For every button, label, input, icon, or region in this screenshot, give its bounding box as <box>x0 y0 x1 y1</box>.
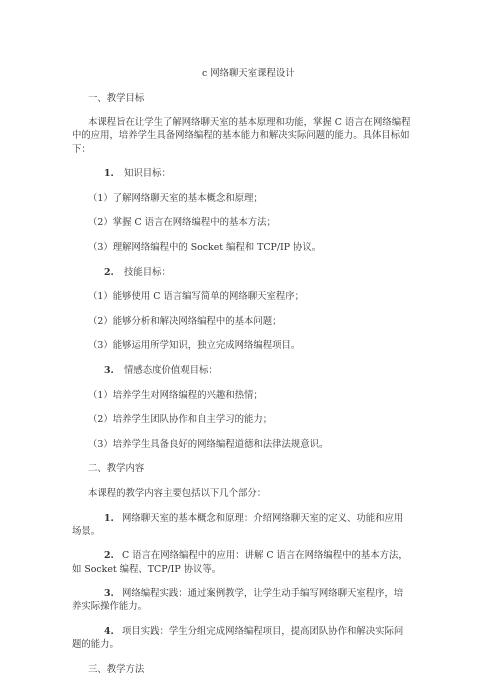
item-label: 情感态度价值观目标： <box>124 365 218 376</box>
subheading-attitude <box>104 365 218 377</box>
content-item-text: 项目实践：学生分组完成网络编程项目，提高团队协作和解决实际问 <box>122 626 404 637</box>
list-item: （2）掌握 C 语言在网络编程中的基本方法； <box>88 217 276 229</box>
item-number: 2. <box>104 550 114 562</box>
content-item-continuation: 题的能力。 <box>72 639 119 651</box>
content-item-continuation: 场景。 <box>72 525 101 537</box>
content-item <box>104 513 403 525</box>
list-item: （1）能够使用 C 语言编写简单的网络聊天室程序； <box>88 291 304 303</box>
subheading-knowledge <box>104 168 171 180</box>
item-text: 网络聊天室的基本概念和原理：介绍网络聊天室的定义、功能和应用 <box>122 512 404 524</box>
paragraph-line: 中的应用，培养学生具备网络编程的基本能力和解决实际问题的能力。具体目标如 <box>72 130 410 142</box>
list-item: （1）了解网络聊天室的基本概念和原理； <box>88 192 263 204</box>
item-number: 3. <box>104 365 114 376</box>
item-text: 网络编程实践：通过案例教学，让学生动手编写网络聊天室程序，培 <box>122 588 404 600</box>
item-number: 2. <box>104 266 114 278</box>
paragraph-line: 本课程旨在让学生了解网络聊天室的基本原理和功能，掌握 C 语言在网络编程 <box>88 117 411 129</box>
item-number: 1. <box>104 168 114 180</box>
content-item-number: 4. <box>104 626 114 637</box>
paragraph-line: 本课程的教学内容主要包括以下几个部分： <box>88 488 267 499</box>
list-item: （3）能够运用所学知识，独立完成网络编程项目。 <box>88 340 301 352</box>
content-item-continuation: 如 Socket 编程、TCP/IP 协议等。 <box>72 563 222 575</box>
content-item <box>104 588 403 600</box>
subheading-skills <box>104 267 171 279</box>
content-item <box>104 626 403 638</box>
item-label: 技能目标： <box>124 266 171 278</box>
content-item-continuation: 养实际操作能力。 <box>72 601 148 613</box>
list-item: （3）培养学生具备良好的网络编程道德和法律法规意识。 <box>88 438 329 450</box>
document-title: c 网络聊天室课程设计 <box>202 68 295 79</box>
section-heading-objectives: 一、教学目标 <box>88 92 145 104</box>
item-text: C 语言在网络编程中的应用：讲解 C 语言在网络编程中的基本方法， <box>122 550 408 562</box>
list-item: （1）培养学生对网络编程的兴趣和热情； <box>88 389 263 401</box>
item-label: 知识目标： <box>124 168 171 180</box>
section-heading-content: 二、教学内容 <box>88 463 145 475</box>
list-item: （2）能够分析和解决网络编程中的基本问题； <box>88 315 282 327</box>
section-heading-methods: 三、教学方法 <box>88 663 145 675</box>
list-item: （3）理解网络编程中的 Socket 编程和 TCP/IP 协议。 <box>88 242 322 253</box>
content-item <box>104 550 408 562</box>
paragraph-line: 下： <box>72 143 91 155</box>
list-item: （2）培养学生团队协作和自主学习的能力； <box>88 414 273 426</box>
item-number: 1. <box>104 512 114 524</box>
item-number: 3. <box>104 588 114 600</box>
